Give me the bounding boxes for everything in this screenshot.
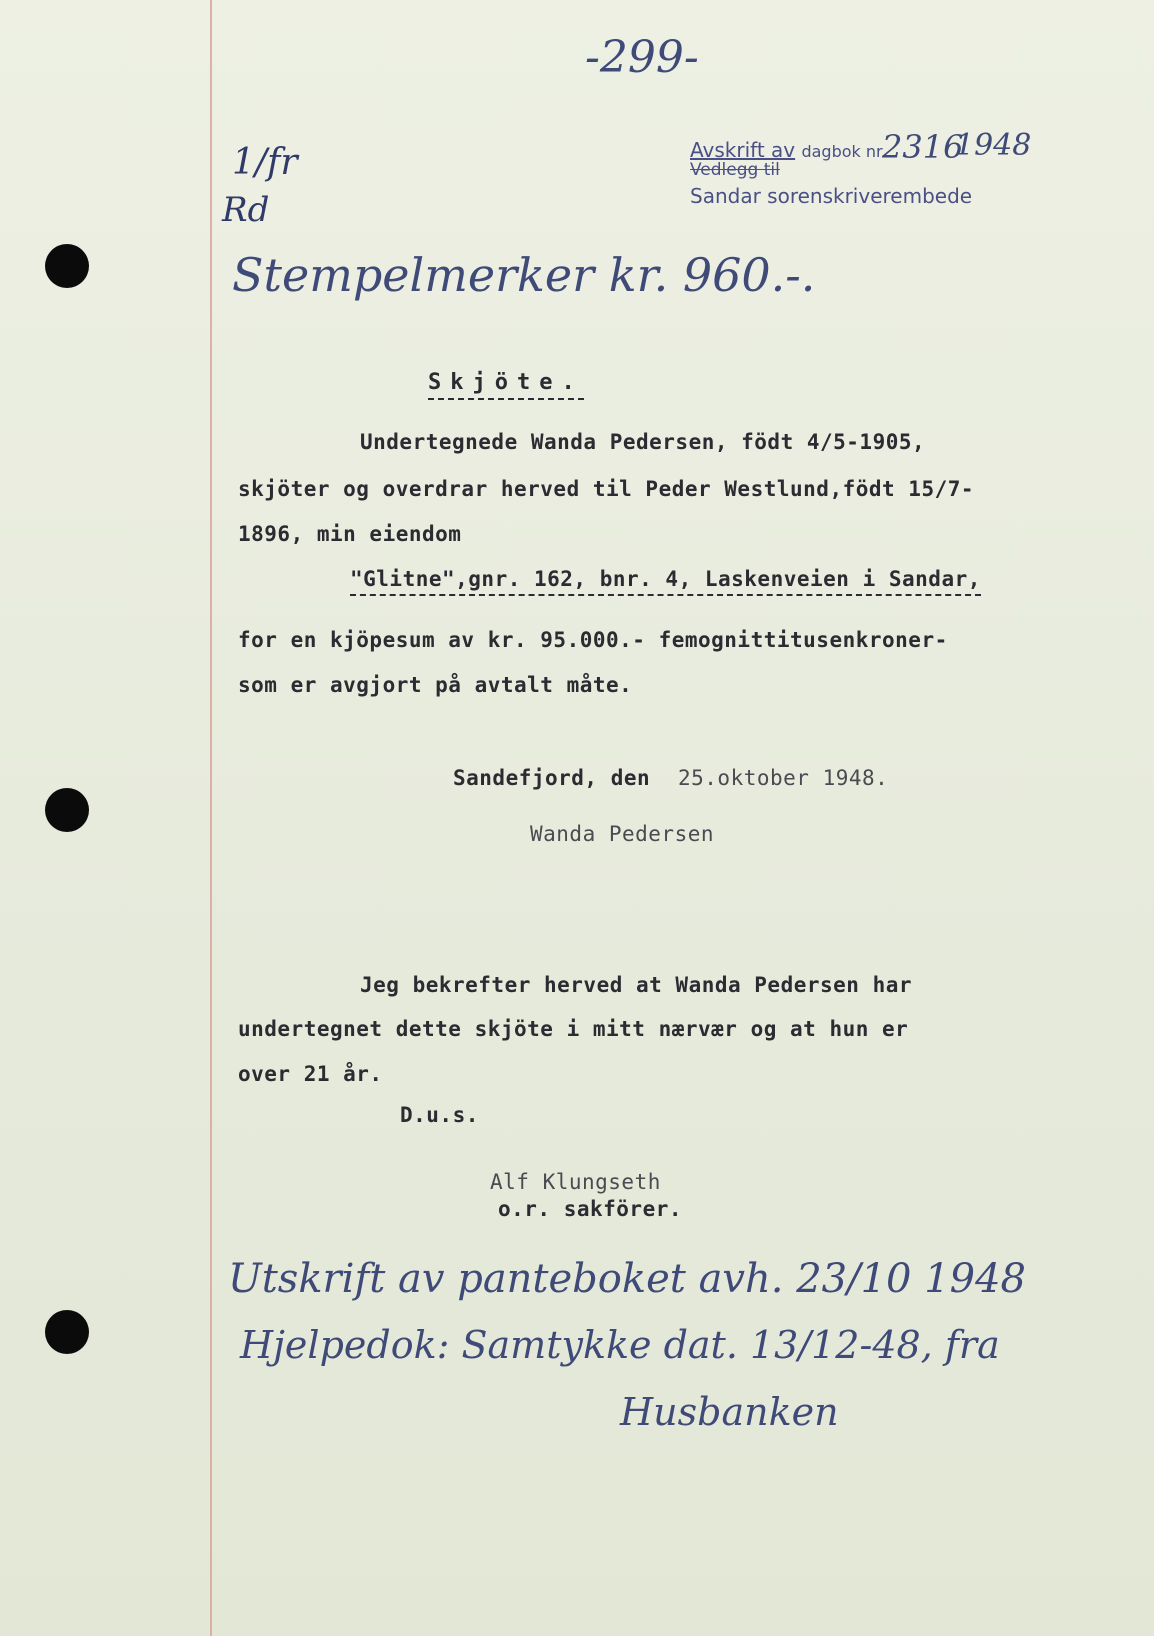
witness-line: over 21 år. (238, 1062, 383, 1086)
witness-line: undertegnet dette skjöte i mitt nærvær og at hun er (238, 1017, 909, 1041)
witness-title: o.r. sakförer. (498, 1197, 683, 1221)
stamp-year: 1948 (955, 128, 1032, 163)
dus: D.u.s. (400, 1103, 479, 1127)
stamp-line-3: Sandar sorenskriverembede (690, 184, 973, 208)
punch-hole (45, 1310, 89, 1354)
place-date-prefix: Sandefjord, den (453, 766, 651, 790)
witness-name: Alf Klungseth (490, 1170, 661, 1194)
stamp-label-dagbok: dagbok nr. (801, 142, 887, 161)
margin-initials: 1/fr (232, 142, 298, 183)
footnote-line: Husbanken (620, 1390, 839, 1434)
stamp-fee: Stempelmerker kr. 960.-. (232, 248, 816, 302)
signer-name: Wanda Pedersen (530, 822, 715, 846)
margin-initials-2: Rd (222, 190, 270, 230)
body-line: som er avgjort på avtalt måte. (238, 673, 633, 697)
stamp-label-avskrift: Avskrift av (690, 138, 796, 162)
witness-line: Jeg bekrefter herved at Wanda Pedersen har (360, 973, 913, 997)
body-line: for en kjöpesum av kr. 95.000.- femognittitusenkroner- (238, 628, 948, 652)
stamp-line-1 (690, 138, 886, 162)
body-line-property: "Glitne",gnr. 162, bnr. 4, Laskenveien i Sandar, (350, 567, 981, 596)
punch-hole (45, 244, 89, 288)
margin-line (210, 0, 212, 1636)
footnote-line: Hjelpedok: Samtykke dat. 13/12-48, fra (240, 1323, 1000, 1367)
body-line: skjöter og overdrar herved til Peder Westlund,födt 15/7- (238, 477, 975, 501)
stamp-line-2: Vedlegg til (690, 160, 780, 180)
punch-hole (45, 788, 89, 832)
footnote-line: Utskrift av panteboket avh. 23/10 1948 (228, 1256, 1026, 1302)
place-date: 25.oktober 1948. (678, 766, 889, 790)
document-title: Skjöte. (428, 370, 584, 400)
body-line: Undertegnede Wanda Pedersen, födt 4/5-1905, (360, 430, 926, 454)
page-number: -299- (585, 32, 699, 83)
body-line: 1896, min eiendom (238, 522, 462, 546)
stamp-entry-number: 2316 (882, 128, 964, 166)
